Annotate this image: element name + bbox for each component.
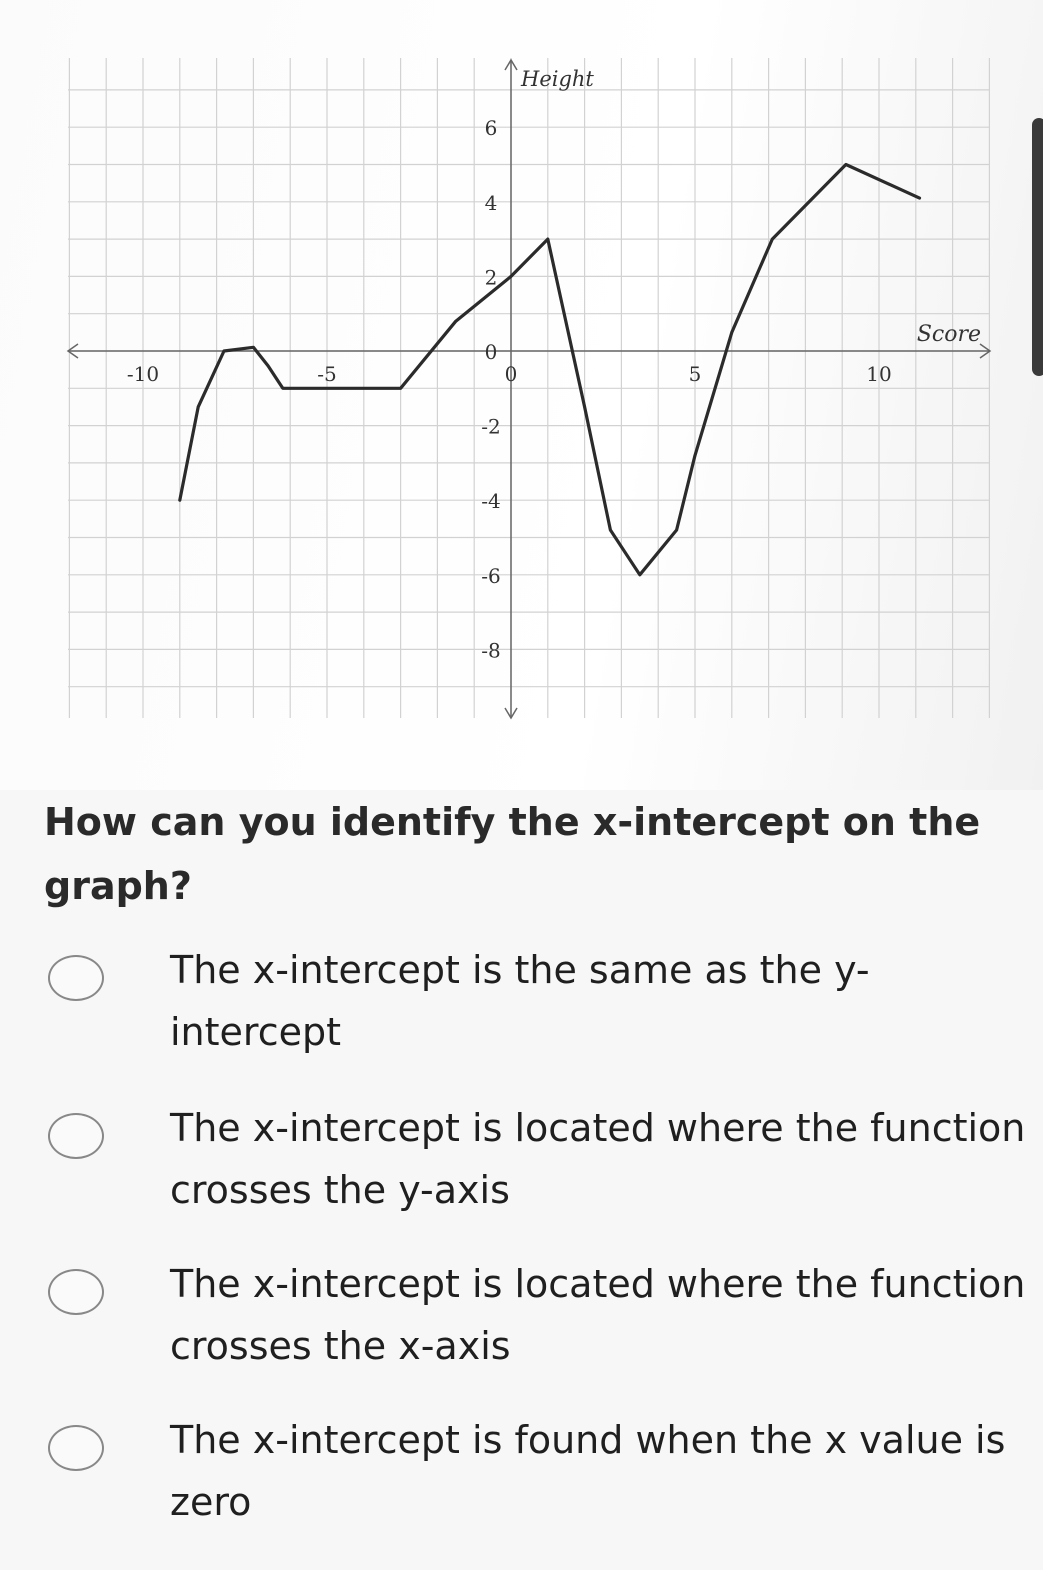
x-tick-label: -5 [317,362,337,386]
y-tick-label: 4 [484,190,498,215]
y-tick-label: 2 [484,265,498,290]
y-tick-label: -8 [481,638,501,663]
answer-option-1[interactable] [44,945,1034,1075]
answer-option-2-label: The x-intercept is located where the function crosses the y-axis [170,1106,1026,1212]
radio-button-2[interactable] [48,1113,104,1159]
y-tick-label: 6 [484,116,498,141]
answer-option-3[interactable] [44,1259,1034,1389]
radio-button-3[interactable] [48,1269,104,1315]
y-axis-label: Height [521,67,594,91]
answer-option-4[interactable] [44,1415,1034,1545]
radio-button-1[interactable] [48,955,104,1001]
scrollbar-thumb[interactable] [1032,118,1043,376]
y-tick-label: -4 [481,489,501,514]
answer-option-2[interactable] [44,1103,1034,1233]
x-axis-label: Score [916,322,982,347]
y-tick-label: -2 [481,414,501,439]
y-tick-label: -6 [481,563,501,588]
x-tick-label: -10 [126,362,160,386]
y-tick-label: 0 [484,340,498,364]
answer-option-4-label: The x-intercept is found when the x value is zero [170,1418,1006,1524]
question-text: How can you identify the x-intercept on the graph? [44,800,981,908]
x-tick-label: 5 [688,362,702,386]
answer-option-1-label: The x-intercept is the same as the y-intercept [170,948,870,1054]
answer-option-3-label: The x-intercept is located where the function crosses the x-axis [170,1262,1026,1368]
x-tick-label: 0 [504,362,518,386]
radio-button-4[interactable] [48,1425,104,1471]
x-tick-label: 10 [866,362,892,386]
